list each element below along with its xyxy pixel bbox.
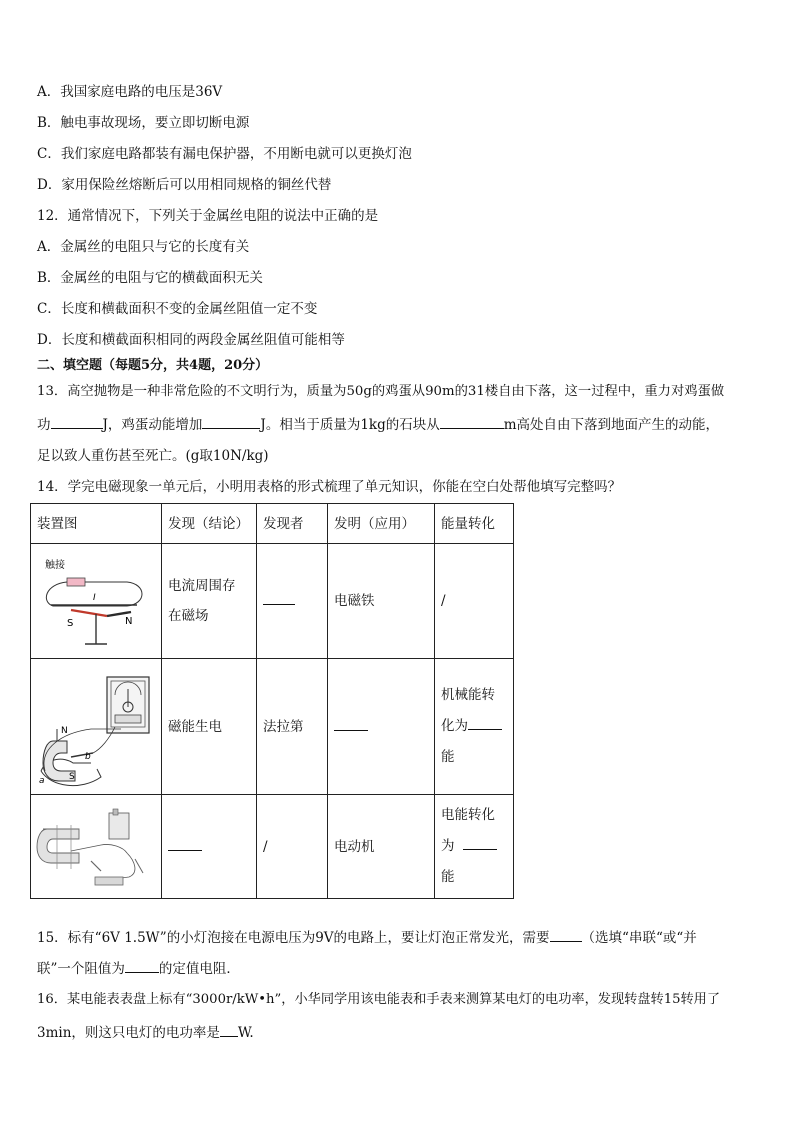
figure-label-north: N xyxy=(61,726,68,736)
table-row xyxy=(31,659,514,795)
cell-finding-blank[interactable] xyxy=(162,795,257,899)
q12-stem: 12．通常情况下，下列关于金属丝电阻的说法中正确的是 xyxy=(37,208,379,224)
q16-blank-power[interactable] xyxy=(220,1022,238,1037)
cell-invention-blank[interactable] xyxy=(328,659,435,795)
q11-option-a: A．我国家庭电路的电压是36V xyxy=(37,84,223,100)
q13-line-1: 13．高空抛物是一种非常危险的不文明行为，质量为50g的鸡蛋从90m的31楼自由下落，这一过程中，重力对鸡蛋做 xyxy=(37,384,725,399)
energy-blank[interactable] xyxy=(463,835,497,850)
cell-discoverer: / xyxy=(257,795,328,899)
motor-experiment-figure xyxy=(31,795,161,898)
magnet-icon xyxy=(37,829,79,863)
q13-text-a: 功 xyxy=(37,417,51,433)
figure-motor xyxy=(31,795,162,899)
cell-energy: / xyxy=(435,544,514,659)
q16-line-2: 3min，则这只电灯的电功率是 W. xyxy=(37,1022,254,1043)
table-row xyxy=(31,544,514,659)
induction-experiment-figure xyxy=(31,659,161,794)
header-invention: 发明（应用） xyxy=(328,504,435,544)
wire-icon xyxy=(71,844,135,881)
q15-blank-connection[interactable] xyxy=(550,927,582,942)
battery-box-icon xyxy=(109,813,129,839)
figure-label-n: N xyxy=(125,616,133,627)
figure-label-a: a xyxy=(39,776,45,786)
section-heading: 二、填空题（每题5分，共4题，20分） xyxy=(37,358,269,373)
q11-option-c: C．我们家庭电路都装有漏电保护器，不用断电就可以更换灯泡 xyxy=(37,146,412,162)
q12-option-b: B．金属丝的电阻与它的横截面积无关 xyxy=(37,270,263,286)
figure-label-s: S xyxy=(67,618,74,629)
figure-label-b: b xyxy=(85,752,91,762)
cell-energy: 机械能转 化为 能 xyxy=(435,659,514,795)
cell-discoverer: 法拉第 xyxy=(257,659,328,795)
q13-line-3: 足以致人重伤甚至死亡。(g取10N/kg) xyxy=(37,448,269,464)
table-row xyxy=(31,795,514,899)
q12-option-c: C．长度和横截面积不变的金属丝阻值一定不变 xyxy=(37,301,318,317)
compass-needle-icon xyxy=(71,610,107,616)
header-finding: 发现（结论） xyxy=(162,504,257,544)
cell-finding: 电流周围存 在磁场 xyxy=(162,544,257,659)
cell-finding: 磁能生电 xyxy=(162,659,257,795)
cell-energy: 电能转化 为 能 xyxy=(435,795,514,899)
q13-text-d: m高处自由下落到地面产生的动能， xyxy=(503,417,720,433)
q13-blank-kinetic[interactable] xyxy=(202,414,260,429)
figure-label-current: I xyxy=(93,593,96,603)
q13-blank-work[interactable] xyxy=(51,414,103,429)
oersted-experiment-figure xyxy=(31,544,161,658)
q13-line-2 xyxy=(37,414,719,435)
table-header-row xyxy=(31,504,514,544)
cell-discoverer-blank[interactable] xyxy=(257,544,328,659)
battery-icon xyxy=(67,578,85,586)
figure-induction xyxy=(31,659,162,795)
base-board-icon xyxy=(95,877,123,885)
q15-blank-resistance[interactable] xyxy=(125,958,159,973)
figure-oersted xyxy=(31,544,162,659)
q15-line-2: 联”一个阻值为 的定值电阻． xyxy=(37,958,240,979)
cell-invention: 电动机 xyxy=(328,795,435,899)
figure-label-south: S xyxy=(69,772,75,782)
q12-option-a: A．金属丝的电阻只与它的长度有关 xyxy=(37,239,250,255)
q12-option-d: D．长度和横截面积相同的两段金属丝阻值可能相等 xyxy=(37,332,345,348)
q13-blank-height[interactable] xyxy=(440,414,504,429)
q11-option-d: D．家用保险丝熔断后可以用相同规格的铜丝代替 xyxy=(37,177,332,193)
q14-stem: 14．学完电磁现象一单元后，小明用表格的形式梳理了单元知识，你能在空白处帮他填写完整吗？ xyxy=(37,479,622,495)
header-figure: 装置图 xyxy=(31,504,162,544)
q16-line-1: 16．某电能表表盘上标有“3000r/kW•h”，小华同学用该电能表和手表来测算某电灯的电功率，发现转盘转15转用了 xyxy=(37,992,721,1007)
knowledge-table xyxy=(30,503,514,899)
q13-text-b: J，鸡蛋动能增加 xyxy=(102,417,203,433)
figure-label-touch: 触接 xyxy=(45,560,65,571)
energy-blank[interactable] xyxy=(468,715,502,730)
cell-invention: 电磁铁 xyxy=(328,544,435,659)
header-energy: 能量转化 xyxy=(435,504,514,544)
q11-option-b: B．触电事故现场，要立即切断电源 xyxy=(37,115,250,131)
header-discoverer: 发现者 xyxy=(257,504,328,544)
q15-line-1: 15．标有“6V 1.5W”的小灯泡接在电源电压为9V的电路上，要让灯泡正常发光，需要 （选填“串联“或“并 xyxy=(37,927,697,948)
q13-text-c: J。相当于质量为1kg的石块从 xyxy=(260,417,440,433)
